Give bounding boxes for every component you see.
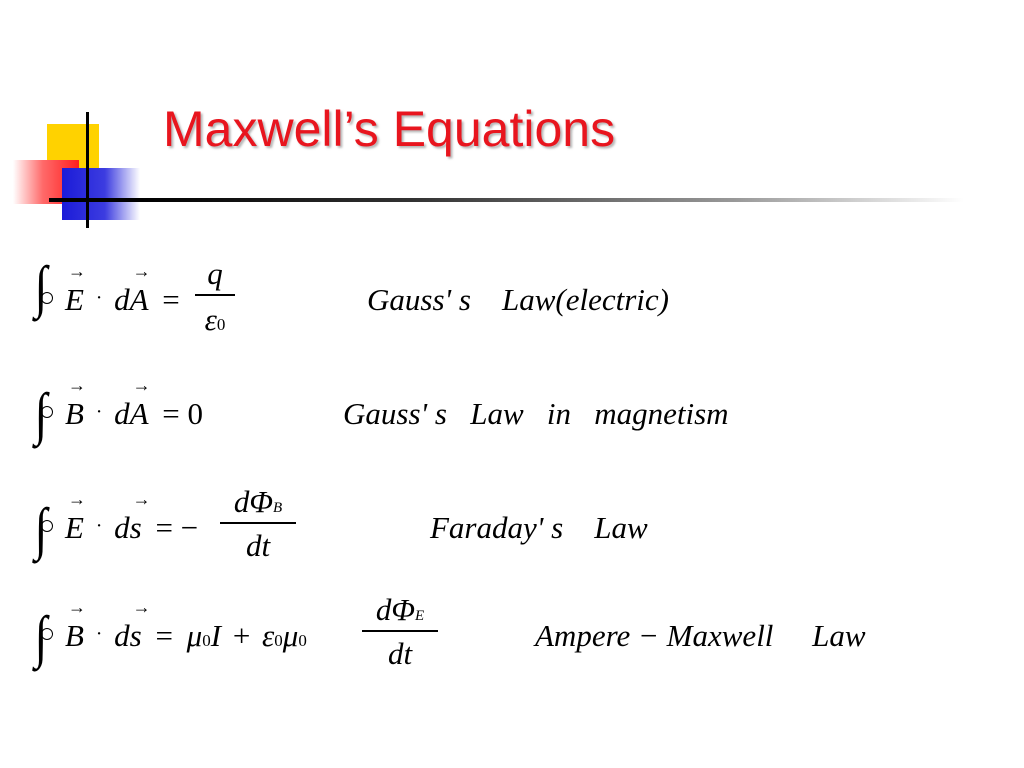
contour-integral-sign: ∫ <box>34 496 48 561</box>
subscript: E <box>414 608 425 624</box>
vector-a: → A <box>130 396 149 432</box>
equals-minus-sign: = − <box>155 510 199 545</box>
contour-circle <box>41 628 53 640</box>
numerator: dΦ <box>233 484 273 519</box>
differential-d: d <box>114 396 130 431</box>
equals-sign: = <box>155 618 173 653</box>
subscript: 0 <box>298 631 307 650</box>
fraction-bar <box>195 294 235 296</box>
vector-s: → s <box>130 618 142 654</box>
equation-lhs <box>65 396 203 432</box>
equation-lhs <box>65 282 180 318</box>
slide-logo-decoration <box>0 0 150 240</box>
vector-a: → A <box>130 282 149 318</box>
equals-sign: = <box>162 282 180 317</box>
title-underline-rule <box>49 198 964 202</box>
vector-e: → E <box>65 282 84 318</box>
denominator: dt <box>245 527 271 563</box>
contour-integral-sign: ∫ <box>34 254 48 319</box>
subscript: B <box>272 500 283 516</box>
dot-operator: · <box>95 515 103 537</box>
epsilon-symbol: ε <box>262 618 275 653</box>
fraction-dphi-b-over-dt <box>220 484 296 564</box>
subscript: 0 <box>274 631 283 650</box>
dot-operator: · <box>95 623 103 645</box>
contour-integral-sign: ∫ <box>34 381 48 446</box>
fraction-bar <box>220 522 296 524</box>
law-label: Gauss' s Law in magnetism <box>343 396 729 431</box>
subscript: 0 <box>216 314 226 334</box>
plus-sign: + <box>232 618 251 653</box>
differential-d: d <box>114 510 130 545</box>
numerator: dΦ <box>375 592 415 627</box>
slide-title: Maxwell’s Equations <box>163 101 616 157</box>
equation-lhs <box>65 510 198 546</box>
equation-lhs <box>65 618 307 654</box>
rhs-zero: 0 <box>187 396 204 431</box>
fraction-bar <box>362 630 438 632</box>
fraction-dphi-e-over-dt <box>362 592 438 672</box>
dot-operator: · <box>95 287 103 309</box>
contour-circle <box>41 406 53 418</box>
numerator: q <box>207 256 223 291</box>
contour-integral-sign: ∫ <box>34 604 48 669</box>
fraction-q-over-epsilon <box>195 256 235 338</box>
law-label: Faraday' s Law <box>430 510 648 545</box>
vector-s: → s <box>130 510 142 546</box>
differential-d: d <box>114 618 130 653</box>
equals-sign: = <box>162 396 180 431</box>
mu-symbol: μ <box>186 618 203 653</box>
current-i: I <box>210 618 222 653</box>
contour-circle <box>41 292 53 304</box>
mu-symbol: μ <box>282 618 299 653</box>
epsilon-symbol: ε <box>204 301 217 337</box>
logo-vertical-line <box>86 112 89 228</box>
differential-d: d <box>114 282 130 317</box>
law-label: Ampere − Maxwell Law <box>535 618 866 653</box>
vector-b: → B <box>65 618 84 654</box>
subscript: 0 <box>202 631 211 650</box>
denominator: dt <box>387 635 413 671</box>
vector-e: → E <box>65 510 84 546</box>
logo-blue-square <box>62 168 140 220</box>
vector-b: → B <box>65 396 84 432</box>
law-label: Gauss' s Law(electric) <box>367 282 669 317</box>
contour-circle <box>41 520 53 532</box>
dot-operator: · <box>95 401 103 423</box>
